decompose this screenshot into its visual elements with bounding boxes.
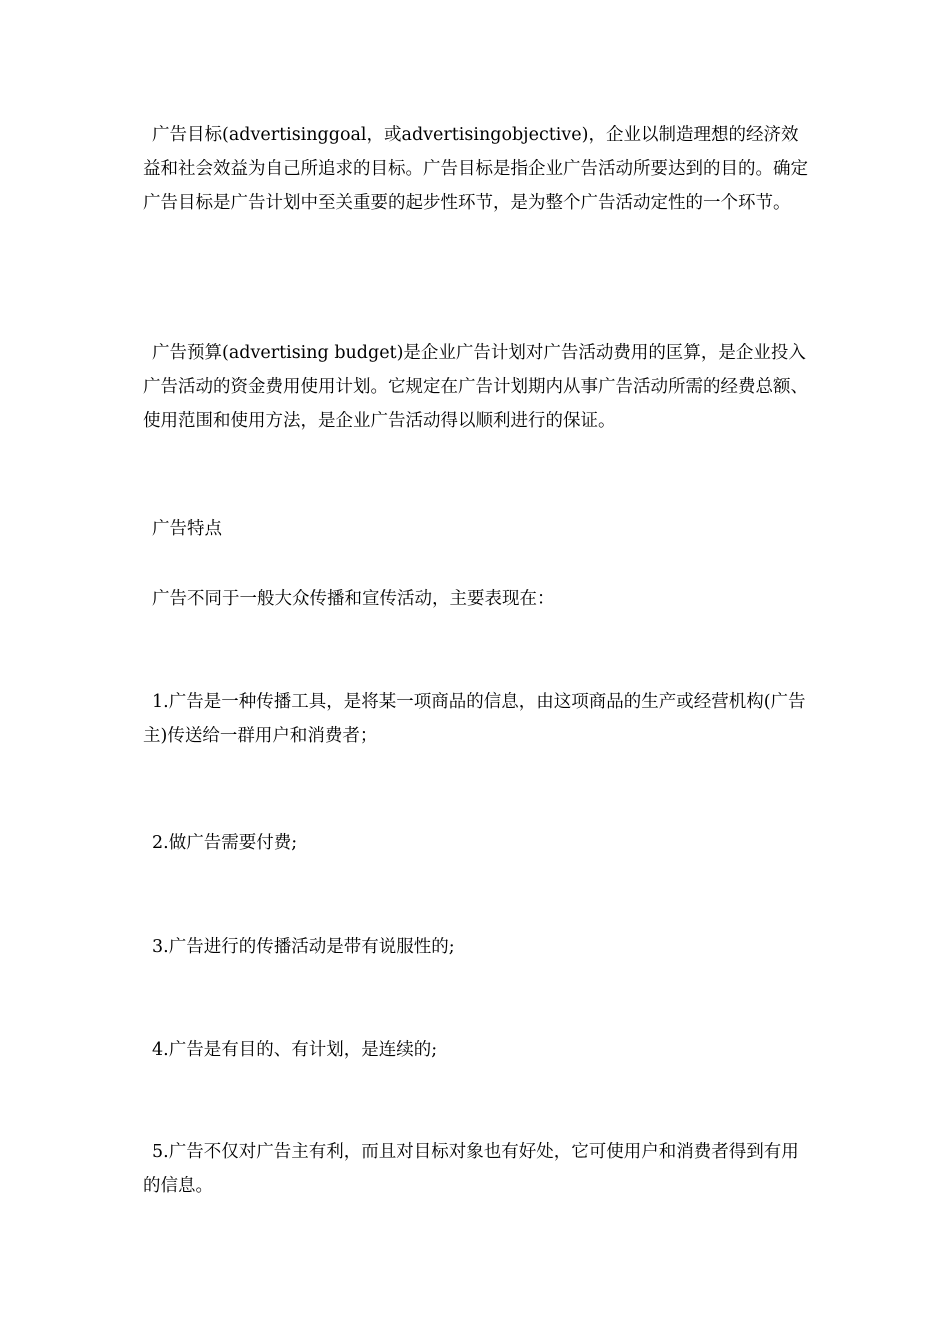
list-item-feature-2 [143, 826, 808, 860]
paragraph-text: 广告目标(advertisinggoal，或advertisingobjective)，企业以制造理想的经济效益和社会效益为自己所追求的目标。广告目标是指企业广告活动所要达到的目的。确定广告目标是广告计划中至关重要的起步性环节，是为整个广告活动定性的一个环节。 [143, 125, 808, 213]
heading-text: 广告特点 [152, 519, 222, 539]
list-item-text: 5.广告不仅对广告主有利，而且对目标对象也有好处，它可使用户和消费者得到有用的信息。 [143, 1142, 799, 1196]
list-item-feature-4 [143, 1033, 808, 1067]
paragraph-advertising-goal [143, 118, 808, 220]
paragraph-text: 广告预算(advertising budget)是企业广告计划对广告活动费用的匡算，是企业投入广告活动的资金费用使用计划。它规定在广告计划期内从事广告活动所需的经费总额、使用范围和使用方法，是企业广告活动得以顺利进行的保证。 [143, 343, 808, 431]
list-item-text: 4.广告是有目的、有计划，是连续的; [152, 1040, 438, 1060]
list-item-feature-5 [143, 1135, 808, 1203]
list-item-text: 2.做广告需要付费; [152, 833, 298, 853]
list-item-feature-3 [143, 930, 808, 964]
paragraph-features-intro [143, 582, 808, 616]
paragraph-advertising-budget [143, 336, 808, 438]
list-item-text: 3.广告进行的传播活动是带有说服性的; [152, 937, 455, 957]
list-item-feature-1 [143, 685, 808, 753]
list-item-text: 1.广告是一种传播工具，是将某一项商品的信息，由这项商品的生产或经营机构(广告主)传送给一群用户和消费者； [143, 692, 806, 746]
section-heading-features [143, 512, 808, 546]
paragraph-text: 广告不同于一般大众传播和宣传活动，主要表现在： [152, 589, 555, 609]
